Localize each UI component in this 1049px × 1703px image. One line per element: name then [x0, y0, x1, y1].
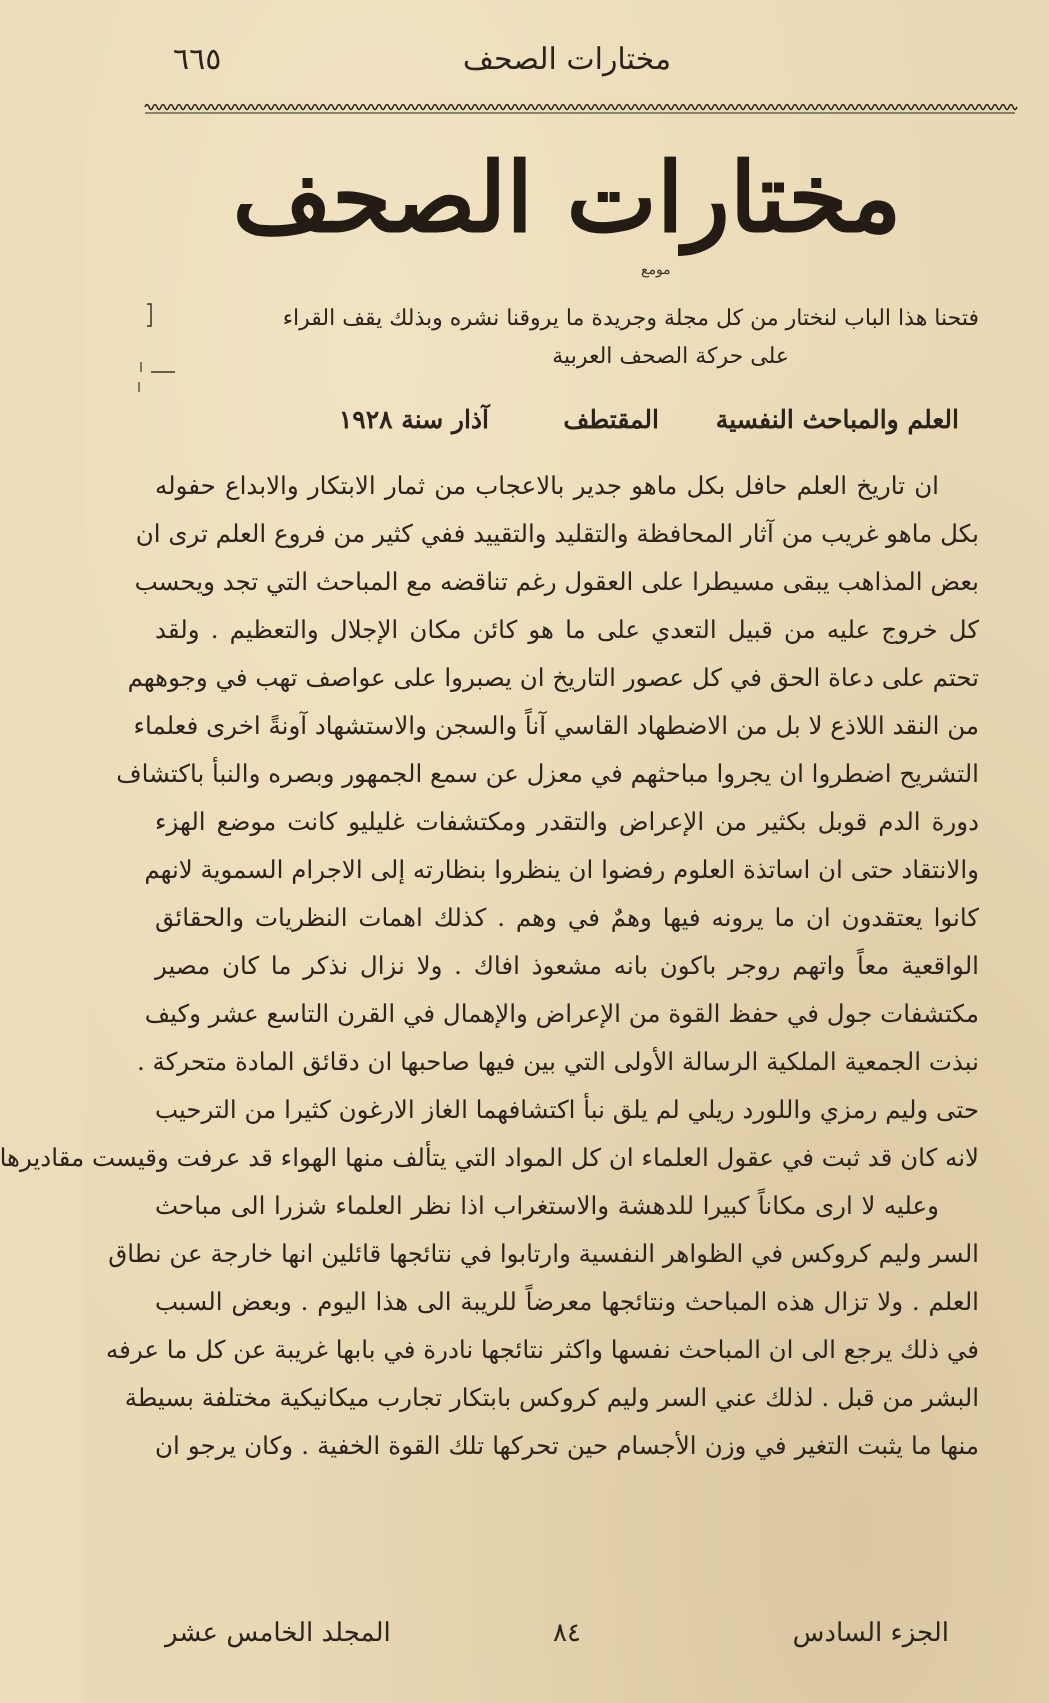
body-line: والانتقاد حتى ان اساتذة العلوم رفضوا ان ينظروا بنظارته إلى الاجرام السموية لانهم: [144, 855, 979, 884]
issue-part: الجزء السادس: [792, 1618, 949, 1648]
body-line: دورة الدم قوبل بكثير من الإعراض والتقدر ومكتشفات غليليو كانت موضع الهزء: [155, 807, 979, 836]
article-source: المقتطف: [563, 405, 659, 434]
intro-line-1: فتحنا هذا الباب لنختار من كل مجلة وجريدة ما يروقنا نشره وبذلك يقف القراء: [282, 306, 979, 331]
section-intro: [155, 300, 979, 376]
body-line: منها ما يثبت التغير في وزن الأجسام حين تحركها تلك القوة الخفية . وكان يرجو ان: [155, 1431, 979, 1460]
body-line: حتى وليم رمزي واللورد ريلي لم يلق نبأ اكتشافهما الغاز الارغون كثيرا من الترحيب: [154, 1095, 979, 1124]
article-heading: [145, 405, 959, 445]
article-title: العلم والمباحث النفسية: [715, 405, 959, 434]
page-number: ٦٦٥: [173, 42, 222, 77]
body-line: من النقد اللاذع لا بل من الاضطهاد القاسي آناً والسجن والاستشهاد آونةً اخرى فعلماء: [133, 711, 979, 740]
article-body: [0, 462, 979, 1470]
body-line: تحتم على دعاة الحق في كل عصور التاريخ ان يصبروا على عواصف تهب في وجوههم: [127, 663, 979, 692]
body-line: نبذت الجمعية الملكية الرسالة الأولى التي بين فيها صاحبها ان دقائق المادة متحركة .: [136, 1047, 979, 1076]
body-line: السر وليم كروكس في الظواهر النفسية وارتابوا في نتائجها قائلين انها خارجة عن نطاق: [108, 1239, 979, 1268]
body-line: الواقعية معاً واتهم روجر باكون بانه مشعوذ افاك . ولا نزال نذكر ما كان مصير: [155, 951, 979, 980]
article-date: آذار سنة ١٩٢٨: [338, 405, 489, 434]
body-line: مكتشفات جول في حفظ القوة من الإعراض والإهمال في القرن التاسع عشر وكيف: [144, 999, 979, 1028]
body-line: لانه كان قد ثبت في عقول العلماء ان كل المواد التي يتألف منها الهواء قد عرفت وقيست مقاديرها: [0, 1143, 979, 1172]
running-header: [145, 42, 989, 82]
running-title: مختارات الصحف: [462, 42, 672, 77]
body-line: وعليه لا ارى مكاناً كبيرا للدهشة والاستغراب اذا نظر العلماء شزرا الى مباحث: [155, 1191, 939, 1220]
body-line: البشر من قبل . لذلك عني السر وليم كروكس بابتكار تجارب ميكانيكية مختلفة بسيطة: [124, 1383, 979, 1412]
page-footer: [145, 1618, 989, 1662]
margin-marks: [135, 300, 155, 420]
volume-label: المجلد الخامس عشر: [165, 1618, 391, 1648]
body-line: التشريح اضطروا ان يجروا مباحثهم في معزل عن سمع الجمهور وبصره والنبأ باكتشاف: [116, 759, 979, 788]
masthead-mark: مومع: [641, 262, 671, 278]
body-line: بكل ماهو غريب من آثار المحافظة والتقليد والتقييد ففي كثير من فروع العلم ترى ان: [135, 519, 979, 548]
section-masthead: مختارات الصحف: [232, 141, 902, 254]
body-line: بعض المذاهب يبقى مسيطرا على العقول رغم تناقضه مع المباحث التي تجد ويحسب: [134, 567, 979, 596]
body-line: ان تاريخ العلم حافل بكل ماهو جدير بالاعجاب من ثمار الابتكار والابداع حفوله: [155, 471, 939, 500]
body-line: كل خروج عليه من قبيل التعدي على ما هو كائن مكان الإجلال والتعظيم . ولقد: [155, 615, 979, 644]
body-line: كانوا يعتقدون ان ما يرونه فيها وهمٌ في وهم . كذلك اهمات النظريات والحقائق: [155, 903, 979, 932]
footer-page-number: ٨٤: [553, 1618, 581, 1648]
intro-line-2: على حركة الصحف العربية: [552, 344, 789, 369]
body-line: في ذلك يرجع الى ان المباحث نفسها واكثر نتائجها نادرة في بابها غريبة عن كل ما عرفه: [106, 1335, 979, 1364]
wavy-divider: [145, 100, 1015, 116]
body-line: العلم . ولا تزال هذه المباحث ونتائجها معرضاً للريبة الى هذا اليوم . وبعض السبب: [155, 1287, 979, 1316]
